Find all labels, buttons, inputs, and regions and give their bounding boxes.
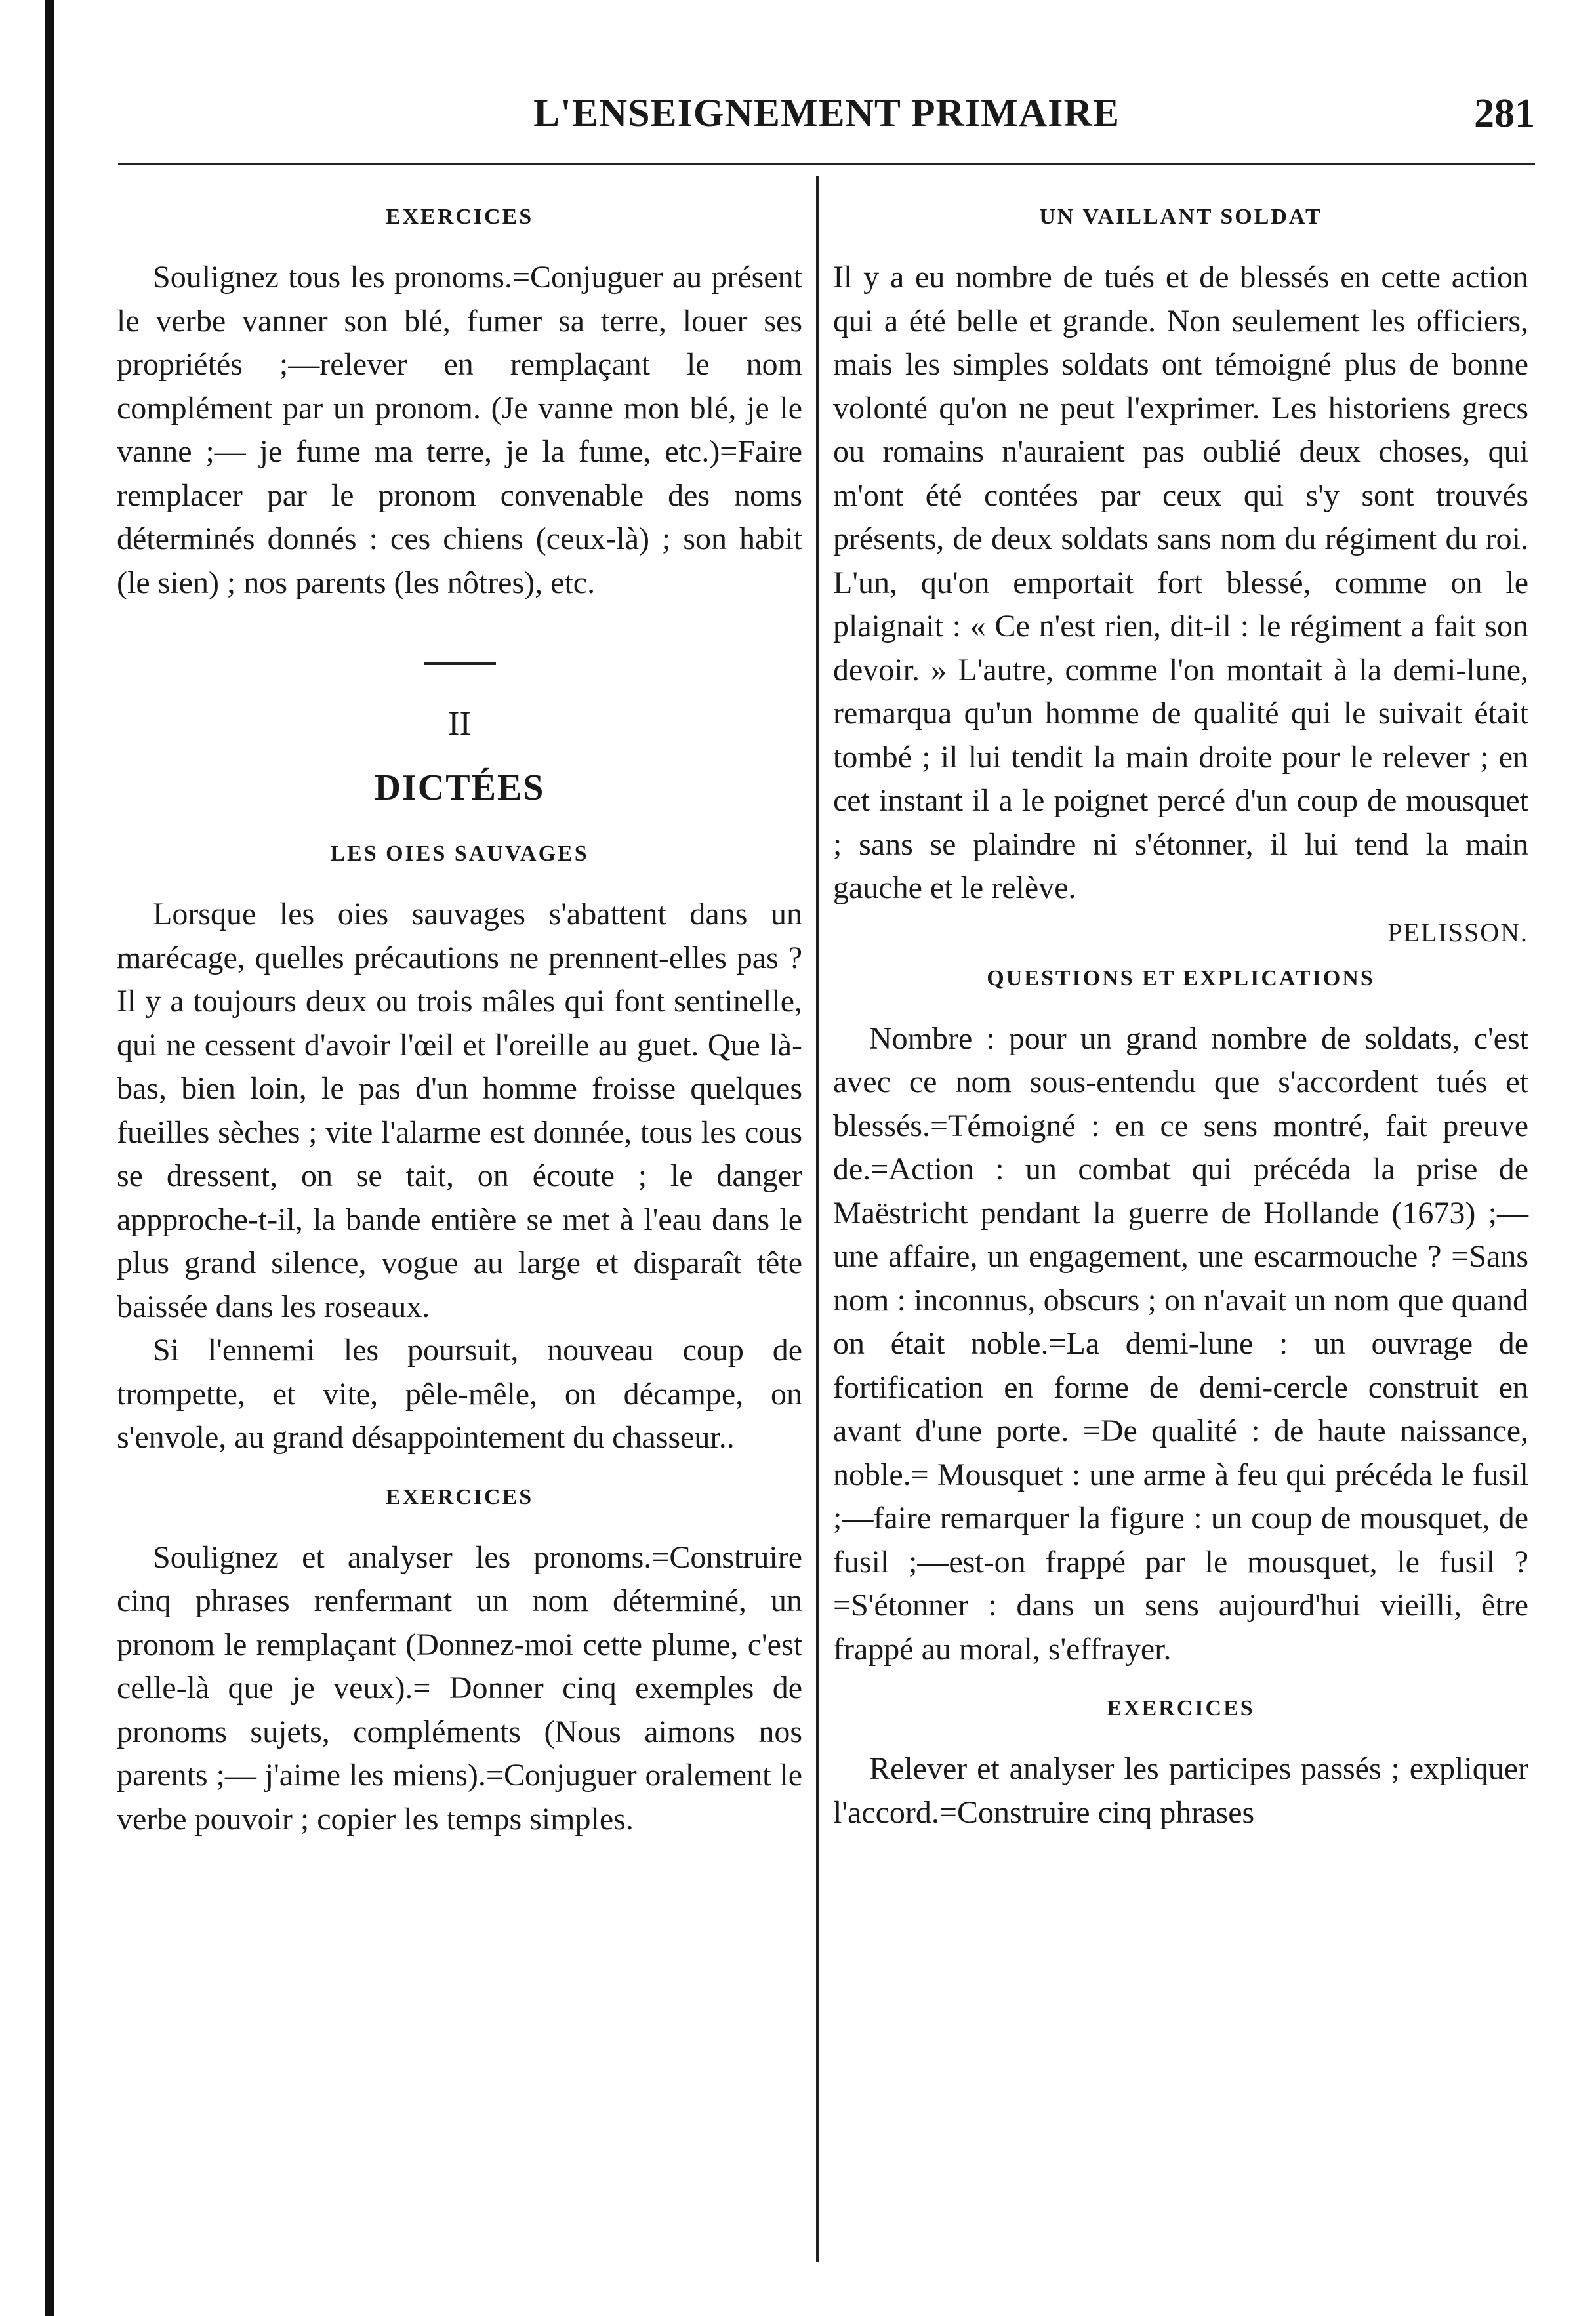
dictation-paragraph-1: Lorsque les oies sauvages s'abattent dans un marécage, quelles précautions ne prennent-elles pas ? Il y a toujours deux ou trois mâles qui font sentinelle, qui ne cessent d'avoir l'œil et l'oreille au guet. Que là-bas, bien loin, le pas d'un homme froisse quelques fueilles sèches ; vite l'alarme est donnée, tous les cous se dressent, on se tait, on écoute ; le danger appproche-t-il, la bande entière se met à l'eau dans le plus grand silence, vogue au large et disparaît tête baissée dans les roseaux. <box>117 897 802 1324</box>
exercises-heading-1: EXERCICES <box>385 205 534 229</box>
story-text: Il y a eu nombre de tués et de blessés en cette action qui a été belle et grande. Non seulement les officiers, mais les simples soldats ont témoigné plus de bonne volonté qu'on ne peut l'exprimer. Les historiens grecs ou romains n'auraient pas oublié deux choses, qui m'ont été contées par ceux qui s'y sont trouvés présents, de deux soldats sans nom du régiment du roi. L'un, qu'on emportait fort blessé, comme on le plaignait : « Ce n'est rien, dit-il : le régiment a fait son devoir. » L'autre, comme l'on montait à la demi-lune, remarqua qu'un homme de qualité qui le suivait était tombé ; il lui tendit la main droite pour le relever ; en cet instant il a le poignet percé d'un coup de mousquet ; sans se plaindre ni s'étonner, il lui tend la main gauche et le relève. <box>833 260 1528 905</box>
questions-heading: QUESTIONS ET EXPLICATIONS <box>987 965 1375 990</box>
exercises-text-2: Soulignez et analyser les pronoms.=Construire cinq phrases renfermant un nom déterminé, un pronom le remplaçant (Donnez-moi cette plume, c'est celle-là que je veux).= Donner cinq exemples de pronoms sujets, compléments (Nous aimons nos parents ;— j'aime les miens).=Conjuguer oralement le verbe pouvoir ; copier les temps simples. <box>117 1539 802 1837</box>
page-number: 281 <box>1474 91 1535 136</box>
exercises-text-3: Relever et analyser les participes passés ; expliquer l'accord.=Construire cinq phrases <box>833 1751 1528 1830</box>
exercises-heading-2: EXERCICES <box>385 1484 534 1509</box>
page-edge-bar <box>45 0 54 2316</box>
author-signature: PELISSON. <box>1387 917 1528 947</box>
section-title: DICTÉES <box>374 767 545 808</box>
section-separator <box>424 662 496 665</box>
section-number: II <box>448 705 471 742</box>
story-title: UN VAILLANT SOLDAT <box>1039 205 1322 229</box>
exercises-text-1: Soulignez tous les pronoms.=Conjuguer au présent le verbe vanner son blé, fumer sa terre, louer ses propriétés ;—relever en remplaçant le nom complément par un pronom. (Je vanne mon blé, je le vanne ;— je fume ma terre, je la fume, etc.)=Faire remplacer par le pronom convenable des noms déterminés donnés : ces chiens (ceux-là) ; son habit (le sien) ; nos parents (les nôtres), etc. <box>117 260 802 600</box>
dictation-paragraph-2: Si l'ennemi les poursuit, nouveau coup de trompette, et vite, pêle-mêle, on décampe, on s'envole, au grand désappointement du chasseur.. <box>117 1333 802 1455</box>
dictation-title: LES OIES SAUVAGES <box>330 842 589 866</box>
header-rule <box>118 163 1535 165</box>
questions-text: Nombre : pour un grand nombre de soldats, c'est avec ce nom sous-entendu que s'accordent tués et blessés.=Témoigné : en ce sens montré, fait preuve de.=Action : un combat qui précéda la prise de Maëstricht pendant la guerre de Hollande (1673) ;—une affaire, un engagement, une escarmouche ? =Sans nom : inconnus, obscurs ; on n'avait un nom que quand on était noble.=La demi-lune : un ouvrage de fortification en forme de demi-cercle construit en avant d'une porte. =De qualité : de haute naissance, noble.= Mousquet : une arme à feu qui précéda le fusil ;—faire remarquer la figure : un coup de mousquet, de fusil ;—est-on frappé par le mousquet, le fusil ?=S'étonner : dans un sens aujourd'hui vieilli, être frappé au moral, s'effrayer. <box>833 1021 1528 1667</box>
running-header <box>118 91 1535 143</box>
left-column <box>117 190 802 1841</box>
right-column <box>833 190 1528 1835</box>
journal-title: L'ENSEIGNEMENT PRIMAIRE <box>533 91 1120 134</box>
exercises-heading-3: EXERCICES <box>1107 1696 1255 1720</box>
column-divider <box>816 176 819 2262</box>
